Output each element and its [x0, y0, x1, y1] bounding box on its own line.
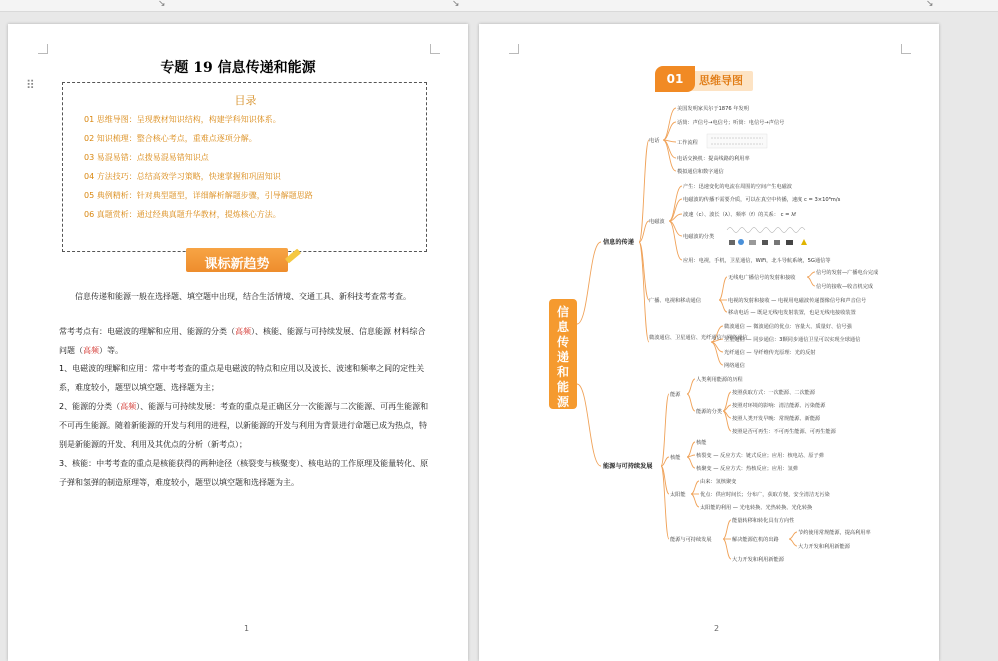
node: 光纤通信 — 导纤维传光原理：光的反射	[724, 350, 816, 356]
section-label: 思维导图	[689, 71, 753, 91]
corner-mark-icon: ↘	[158, 0, 166, 9]
node: 按照是否可再生：不可再生能源、可再生能源	[732, 429, 836, 435]
corner-mark-icon: ↘	[452, 0, 460, 9]
node: 波速（c）、波长（λ）、频率（f）的关系： c = λf	[683, 212, 796, 218]
corner-mark-icon: ↘	[926, 0, 934, 9]
paragraph	[59, 287, 431, 306]
node: 按照人类开发早晚：常规能源、新能源	[732, 416, 821, 422]
node: 核裂变 — 反应方式：链式反应；应用：核电站、原子弹	[696, 453, 824, 459]
node: 核聚变 — 反应方式：热核反应；应用：氢弹	[696, 466, 798, 472]
page-number: 1	[244, 624, 250, 633]
page-number: 2	[714, 624, 720, 633]
node: 优点：供应时间长；分布广，获取方便，安全清洁无污染	[700, 492, 830, 498]
toc-heading: 目录	[234, 94, 257, 107]
margin-corner	[430, 44, 440, 54]
node: 按照获取方式：一次能源、二次能源	[732, 390, 816, 396]
highlight-tag: 高频	[83, 346, 99, 355]
node: 能源的分类	[696, 409, 722, 415]
node-broadcast: 广播、电视和移动通信	[649, 298, 701, 304]
page-title: 专题 19 信息传递和能源	[160, 60, 316, 76]
node: 微波通信、卫星通信、光纤通信与网络通信	[649, 335, 748, 341]
table-of-contents	[62, 82, 427, 252]
toc-item[interactable]: 04 方法技巧：总结高效学习策略，快速掌握和巩固知识	[84, 172, 281, 181]
trend-banner	[186, 245, 298, 273]
node: 产生：迅速变化的电流在周围的空间产生电磁波	[683, 184, 792, 190]
paragraph	[59, 359, 431, 397]
node: 工作流程	[677, 140, 698, 146]
node: 美国发明家贝尔于1876 年发明	[677, 106, 749, 112]
toc-item[interactable]: 02 知识梳理：整合核心考点，重难点逐项分解。	[84, 134, 257, 143]
paragraph-text: 1、电磁波的理解和应用：常中考考查的重点是电磁波的特点和应用以及波长、波速和频率之间的定性关系，难度较小，题型以填空题、选择题为主；	[59, 364, 425, 392]
margin-corner	[38, 44, 48, 54]
node: 电磁波的分类	[683, 234, 715, 240]
em-spectrum-image	[727, 228, 807, 246]
node-em: 电磁波	[649, 219, 665, 225]
node: 核能	[696, 440, 707, 446]
node-solar: 太阳能	[670, 492, 686, 498]
node: 电话交换机：提高线路的利用率	[677, 156, 750, 162]
toc-item[interactable]: 03 易混易错：点拨易混易错知识点	[84, 153, 209, 162]
node: 移动电话 — 既是无线电发射装置，也是无线电接收装置	[728, 310, 856, 316]
node: 电磁波的传播不需要介质，可以在真空中传播，速度 c = 3×10⁸m/s	[683, 197, 841, 203]
mind-map	[479, 24, 939, 661]
highlight-tag: 高频	[120, 402, 137, 411]
banner-label: 课标新趋势	[204, 257, 270, 272]
node: 无线电广播信号的发射和接收	[728, 275, 796, 281]
branch-info: 信息的传递	[603, 239, 634, 246]
flow-diagram	[707, 134, 767, 148]
node: 大力开发和利用新能源	[798, 544, 850, 550]
node: 按照对环境的影响：清洁能源、污染能源	[732, 403, 826, 409]
toc-item[interactable]: 05 典例精析：针对典型题型，详细解析解题步骤，引导解题思路	[84, 191, 313, 200]
node: 信号的发射—广播电台完成	[816, 270, 879, 276]
node-phone: 电话	[649, 138, 660, 144]
node: 人类利用能源的历程	[696, 377, 743, 383]
highlight-tag: 高频	[235, 327, 251, 336]
node: 解决能源危机的出路	[732, 537, 779, 543]
paragraph	[59, 322, 431, 360]
paragraph	[59, 454, 431, 492]
node: 太阳能的利用 — 光电转换、光热转换、光化转换	[700, 505, 813, 511]
node: 卫星通信 — 同步通信：3颗同步通信卫星可以实现全球通信	[724, 337, 861, 343]
node-sustain: 能源与可持续发展	[670, 537, 712, 543]
branch-energy: 能源与可持续发展	[603, 463, 653, 470]
toc-item[interactable]: 01 思维导图：呈现教材知识结构，构建学科知识体系。	[84, 115, 281, 124]
node: 能量转移和转化具有方向性	[732, 518, 795, 524]
node: 话筒：声信号→电信号；听筒：电信号→声信号	[677, 120, 785, 126]
paragraph-text: ）等。	[99, 346, 123, 355]
node: 微波通信 — 微波通信的优点：容量大、质量好、信号强	[724, 324, 852, 330]
node-nuclear: 核能	[670, 455, 681, 461]
section-number: 01	[655, 66, 695, 92]
node: 信号的接收—收音机完成	[816, 284, 874, 290]
paragraph-text: 常考考点有：电磁波的理解和应用、能源的分类（	[59, 327, 235, 336]
drag-handle-icon[interactable]: ⠿	[26, 78, 36, 92]
node: 由来：氢核聚变	[700, 479, 737, 485]
toc-item[interactable]: 06 真题赏析：通过经典真题升华教材，提炼核心方法。	[84, 210, 281, 219]
node: 节约使用常规能源，提高利用率	[798, 530, 871, 536]
mindmap-root-label: 信息传递和能源	[556, 305, 569, 409]
node: 应用：电视，手机，卫星通信，WiFi，北斗导航系统，5G通信等	[683, 258, 831, 264]
paragraph-text: ）、核能、能源与可持续发展、信息能源 材料综合问题（	[59, 327, 426, 355]
ruler-strip	[0, 0, 998, 12]
paragraph-text: 3、核能：中考考查的重点是核能获得的两种途径（核裂变与核聚变）、核电站的工作原理及能量转化、原子弹和氢弹的制造原理等，难度较小，题型以填空题和选择题为主。	[59, 459, 429, 487]
node: 大力开发和利用新能源	[732, 557, 784, 563]
node-energy: 能源	[670, 392, 681, 398]
node: 模拟通信和数字通信	[677, 169, 724, 175]
document-page-1	[8, 24, 468, 661]
paragraph-text: ）、能源与可持续发展：考查的重点是正确区分一次能源与二次能源、可再生能源和不可再生能源。随着新能源的开发与利用的进程，以新能源的开发与利用为背景进行命题已成为热点，特别是新能源的开发、利用及其优点的分析（新考点）；	[59, 402, 429, 449]
paragraph	[59, 397, 431, 454]
node: 电视的发射和接收 — 电视用电磁波传递图像信号和声音信号	[728, 298, 867, 304]
node: 网络通信	[724, 363, 745, 369]
paragraph-text: 2、能源的分类（	[59, 402, 121, 411]
paragraph-text: 信息传递和能源一般在选择题、填空题中出现，结合生活情境、交通工具、新科技考查常考查。	[59, 292, 411, 301]
document-page-2	[479, 24, 939, 661]
